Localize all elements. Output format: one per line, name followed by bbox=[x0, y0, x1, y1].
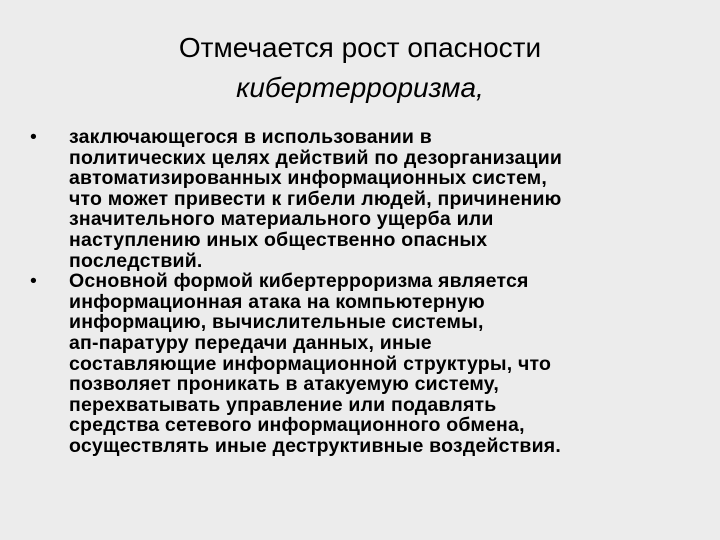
bullet-text bbox=[69, 271, 700, 456]
bullet-line: последствий. bbox=[69, 249, 203, 272]
bullet-line: перехватывать управление или подавлять bbox=[69, 393, 497, 416]
bullet-list bbox=[30, 127, 700, 457]
bullet-line: ап-паратуру передачи данных, иные bbox=[69, 331, 432, 354]
title-line-2: кибертерроризма, bbox=[236, 72, 484, 103]
bullet-line: осуществлять иные деструктивные воздействия. bbox=[69, 434, 562, 457]
bullet-line: наступлению иных общественно опасных bbox=[69, 228, 488, 251]
bullet-line: составляющие информационной структуры, что bbox=[69, 352, 552, 375]
slide-title bbox=[0, 28, 720, 108]
bullet-line: что может привести к гибели людей, причинению bbox=[69, 187, 562, 210]
bullet-line: информацию, вычислительные системы, bbox=[69, 311, 484, 334]
title-line-1: Отмечается рост опасности bbox=[178, 32, 542, 63]
bullet-line: Основной формой кибертерроризма является bbox=[69, 270, 529, 293]
bullet-marker: • bbox=[30, 126, 38, 148]
bullet-line: заключающегося в использовании в bbox=[69, 126, 432, 148]
bullet-line: политических целях действий по дезорганизации bbox=[69, 146, 563, 169]
bullet-line: значительного материального ущерба или bbox=[69, 208, 494, 231]
bullet-item bbox=[30, 271, 700, 456]
bullet-line: средства сетевого информационного обмена, bbox=[69, 414, 525, 437]
bullet-line: информационная атака на компьютерную bbox=[69, 290, 485, 313]
bullet-item bbox=[30, 127, 700, 271]
bullet-line: позволяет проникать в атакуемую систему, bbox=[69, 373, 499, 396]
bullet-line: автоматизированных информационных систем, bbox=[69, 167, 547, 190]
bullet-text bbox=[69, 127, 700, 271]
bullet-marker: • bbox=[30, 270, 38, 293]
